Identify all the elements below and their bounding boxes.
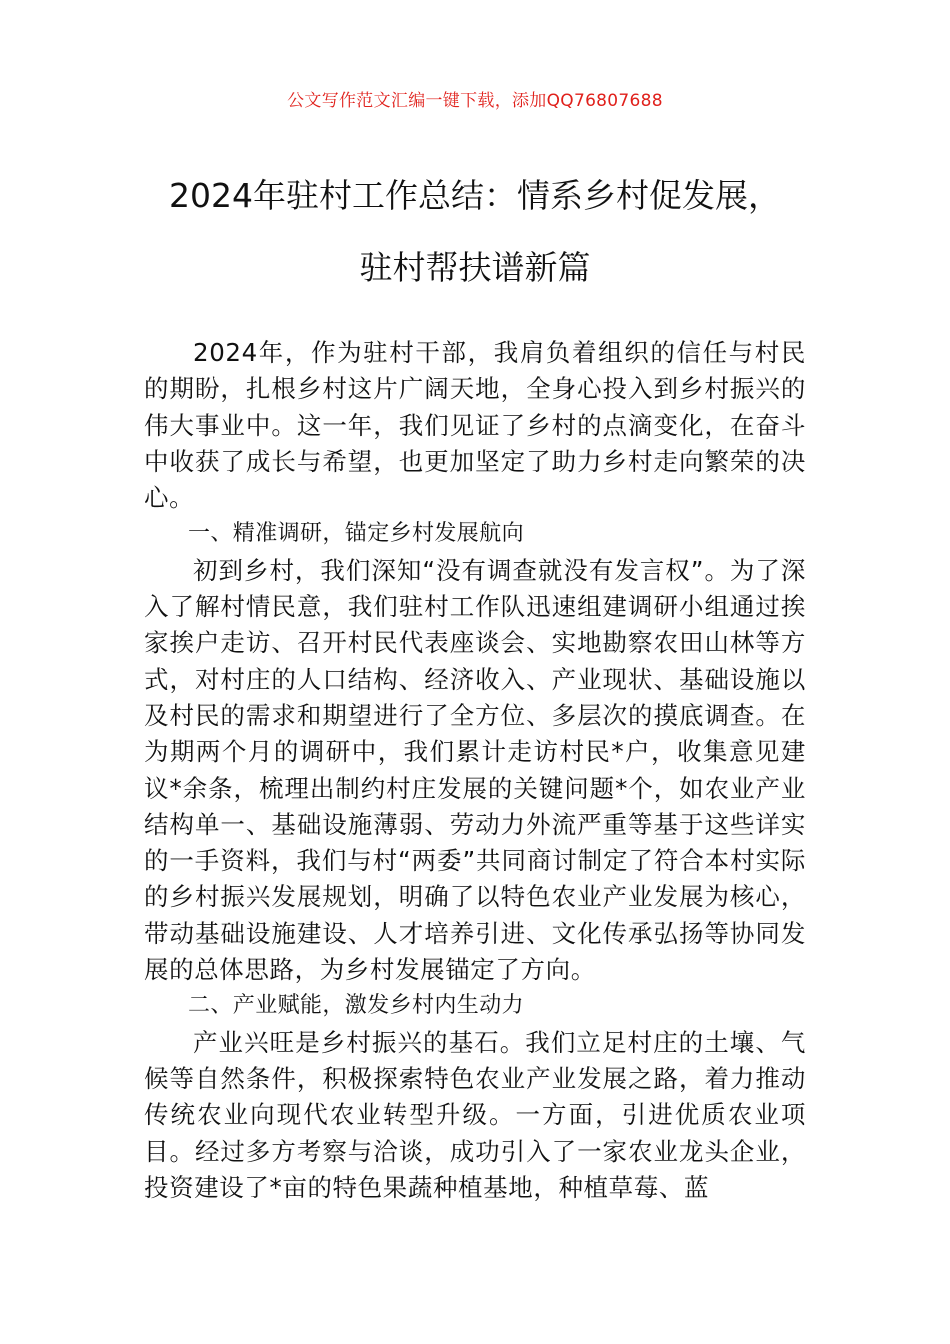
intro-paragraph: 2024年，作为驻村干部，我肩负着组织的信任与村民的期盼，扎根乡村这片广阔天地，全身心投入到乡村振兴的伟大事业中。这一年，我们见证了乡村的点滴变化，在奋斗中收获了成长与希望，也更加坚定了助力乡村走向繁荣的决心。	[144, 338, 806, 513]
document-body	[144, 335, 806, 1206]
section-heading-1: 一、精准调研，锚定乡村发展航向	[188, 521, 525, 547]
title-line-2: 驻村帮扶谱新篇	[359, 248, 591, 287]
download-notice: 公文写作范文汇编一键下载，添加QQ76807688	[287, 91, 663, 111]
title-line-1: 2024年驻村工作总结：情系乡村促发展，	[169, 176, 781, 215]
section-heading-2: 二、产业赋能，激发乡村内生动力	[188, 993, 525, 1019]
section-2-paragraph: 产业兴旺是乡村振兴的基石。我们立足村庄的土壤、气候等自然条件，积极探索特色农业产业发展之路，着力推动传统农业向现代农业转型升级。一方面，引进优质农业项目。经过多方考察与洽谈，成功引入了一家农业龙头企业，投资建设了*亩的特色果蔬种植基地，种植草莓、蓝	[144, 1027, 806, 1202]
section-1-paragraph: 初到乡村，我们深知“没有调查就没有发言权”。为了深入了解村情民意，我们驻村工作队迅速组建调研小组通过挨家挨户走访、召开村民代表座谈会、实地勘察农田山林等方式，对村庄的人口结构、经济收入、产业现状、基础设施以及村民的需求和期望进行了全方位、多层次的摸底调查。在为期两个月的调研中，我们累计走访村民*户，收集意见建议*余条，梳理出制约村庄发展的关键问题*个，如农业产业结构单一、基础设施薄弱、劳动力外流严重等基于这些详实的一手资料，我们与村“两委”共同商讨制定了符合本村实际的乡村振兴发展规划，明确了以特色农业产业发展为核心，带动基础设施建设、人才培养引进、文化传承弘扬等协同发展的总体思路，为乡村发展锚定了方向。	[144, 555, 806, 985]
document-title	[60, 160, 890, 304]
